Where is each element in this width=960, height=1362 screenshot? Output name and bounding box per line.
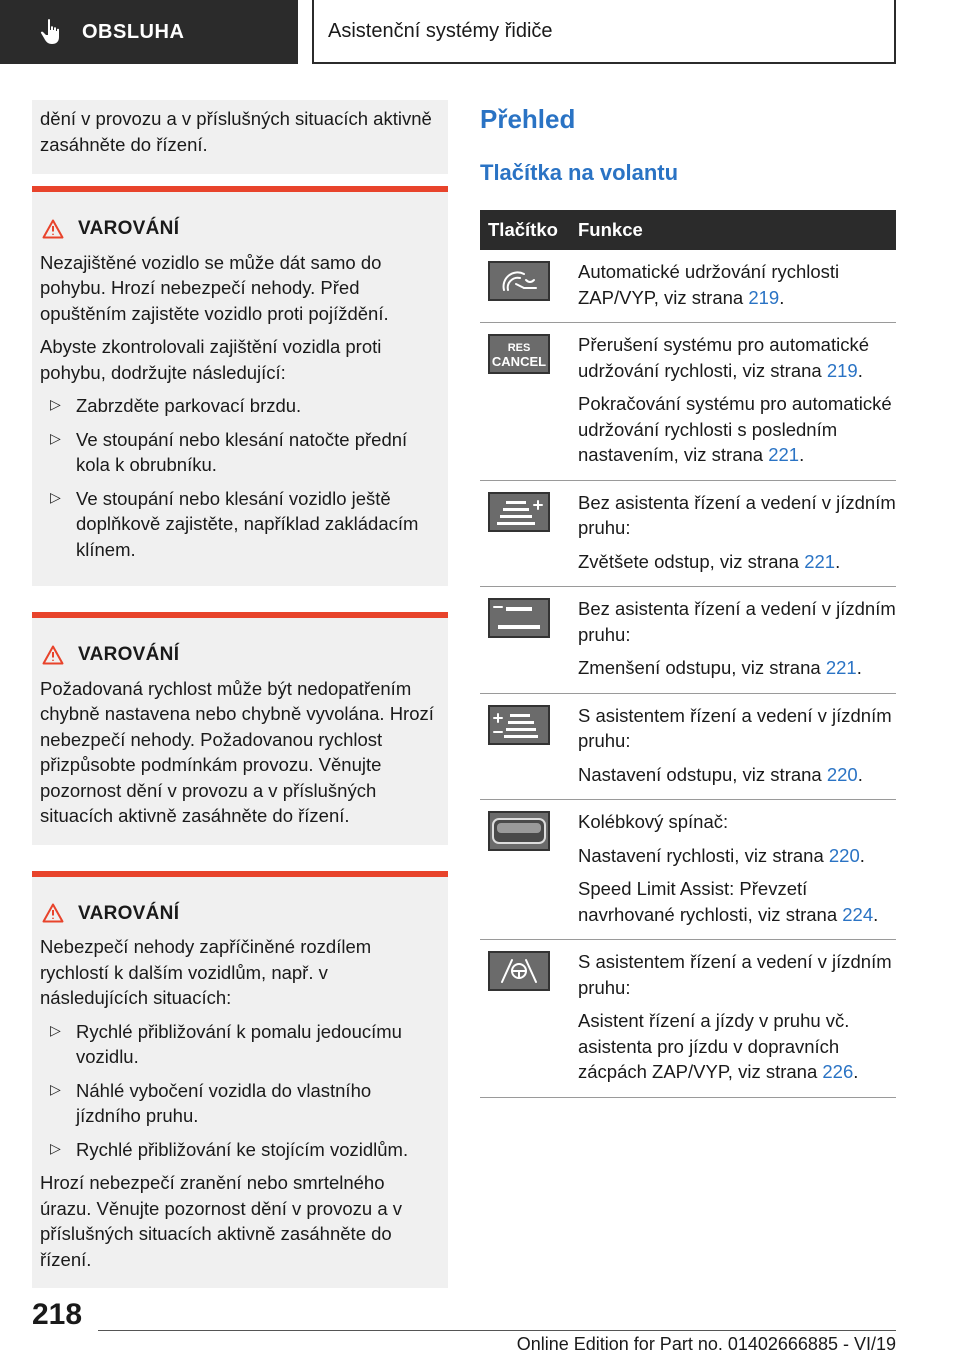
button-cell [480, 332, 578, 468]
page-link[interactable]: 220 [826, 763, 858, 785]
column-header-button: Tlačítko [488, 219, 558, 240]
warning-box [32, 871, 448, 1289]
function-text: Automatické udržování rychlosti ZAP/VYP, viz strana 219. [578, 261, 840, 308]
function-cell [578, 490, 896, 575]
button-cell [480, 259, 578, 310]
page-link[interactable]: 221 [825, 657, 857, 678]
table-row [480, 940, 896, 1098]
table-row [480, 800, 896, 940]
warning-text: Hrozí nebezpečí zranění nebo smrtelného úrazu. Věnujte pozornost dění v provozu a v příslušných situacích aktivně zasáhněte do řízení. [40, 1172, 402, 1270]
function-text: Přerušení systému pro automatické udržování rychlosti, viz strana 219. [578, 334, 869, 381]
footer-divider [98, 1330, 896, 1331]
warning-heading [40, 216, 440, 242]
list-item: ▷ Náhlé vybočení vozidla do vlastního jízdního pruhu. [40, 1078, 440, 1129]
list-item: ▷ Ve stoupání nebo klesání vozidlo ještě doplňkově zajistěte, například zakládacím klínem. [40, 486, 440, 563]
spacer [32, 845, 448, 871]
table-header [480, 210, 896, 250]
warning-text: Abyste zkontrolovali zajištění vozidla proti pohybu, dodržujte následující: [40, 336, 382, 383]
function-text: Bez asistenta řízení a vedení v jízdním pruhu: [578, 598, 896, 645]
warning-text: Požadovaná rychlost může být nedopatřením chybně nastavena nebo chybně vyvolána. Hrozí nebezpečí nehody. Požadovanou rychlost přizpůsobte podmínkám provozu. Věnujte pozornost dění v provozu a v příslušných situacích aktivně zasáhněte do řízení. [40, 677, 434, 826]
intro-box [32, 100, 448, 174]
res-cancel-icon [488, 334, 550, 374]
function-cell [578, 703, 896, 788]
res-cancel-icon-graphic [490, 337, 548, 371]
svg-text:RES: RES [507, 342, 531, 354]
list-item: ▷ Rychlé přibližování k pomalu jedoucímu vozidlu. [40, 1019, 440, 1070]
function-cell [578, 332, 896, 468]
warning-heading [40, 642, 440, 668]
page-link[interactable]: 220 [828, 844, 860, 866]
function-text: Kolébkový spínač: [578, 811, 729, 832]
page-title: Přehled [480, 104, 576, 134]
page-number: 218 [32, 1298, 83, 1331]
warning-triangle-icon [42, 219, 64, 239]
function-text: Speed Limit Assist: Převzetí navrhované rychlosti, viz strana 224. [578, 878, 879, 925]
page-link[interactable]: 219 [748, 286, 780, 308]
warning-triangle-icon [42, 903, 64, 923]
warning-text: Nezajištěné vozidlo se může dát samo do pohybu. Hrozí nebezpečí nehody. Před opuštěním zajistěte vozidlo proti pojíždění. [40, 251, 389, 324]
warning-triangle-icon [42, 645, 64, 665]
page-link[interactable]: 221 [804, 550, 836, 572]
function-cell [578, 949, 896, 1085]
warning-title: VAROVÁNÍ [78, 644, 180, 665]
section-subtitle: Tlačítka na volantu [480, 160, 679, 185]
steering-assist-icon-graphic [492, 956, 546, 986]
distance-plus-icon [488, 492, 550, 532]
spacer [32, 586, 448, 612]
table-row [480, 481, 896, 588]
function-text: Zmenšení odstupu, viz strana 221. [578, 657, 862, 678]
function-text: Zvětšete odstup, viz strana 221. [578, 550, 841, 572]
function-cell [578, 259, 896, 310]
left-column [32, 100, 448, 1288]
button-cell [480, 703, 578, 788]
intro-text: dění v provozu a v příslušných situacích aktivně zasáhněte do řízení. [40, 108, 432, 155]
function-text: Asistent řízení a jízdy v pruhu vč. asistenta pro jízdu v dopravních zácpách ZAP/VYP, viz strana 226. [578, 1010, 859, 1082]
section-label: OBSLUHA [82, 20, 185, 43]
function-text: Nastavení rychlosti, viz strana 220. [578, 844, 865, 866]
function-cell [578, 809, 896, 927]
page-link[interactable]: 219 [826, 359, 858, 381]
page-link[interactable]: 226 [822, 1061, 854, 1082]
warning-title: VAROVÁNÍ [78, 902, 180, 924]
hand-pointer-icon [40, 18, 64, 46]
table-row [480, 587, 896, 694]
warning-heading [40, 901, 440, 927]
cruise-control-icon [488, 261, 550, 301]
svg-text:CANCEL: CANCEL [491, 354, 547, 369]
warning-text: Nebezpečí nehody zapříčiněné rozdílem rychlostí k dalším vozidlům, např. v následujících situacích: [40, 936, 372, 1008]
table-row [480, 323, 896, 481]
table-row [480, 694, 896, 801]
column-header-function: Funkce [578, 219, 643, 240]
warning-box [32, 186, 448, 586]
steering-assist-icon [488, 951, 550, 991]
distance-minus-icon-graphic [492, 603, 546, 633]
warning-list [40, 393, 440, 562]
page-link[interactable]: 221 [768, 444, 800, 465]
button-cell [480, 809, 578, 927]
header-section-tab [0, 0, 298, 64]
table-row [480, 250, 896, 323]
distance-minus-icon [488, 598, 550, 638]
distance-plus-icon-graphic [492, 497, 546, 527]
chapter-title: Asistenční systémy řidiče [312, 0, 896, 64]
warnings-container [32, 186, 448, 1288]
rocker-switch-icon-graphic [490, 814, 548, 848]
function-text: S asistentem řízení a vedení v jízdním pruhu: [578, 951, 892, 998]
button-cell [480, 490, 578, 575]
table-body [480, 250, 896, 1098]
cruise-control-icon-graphic [494, 266, 544, 296]
function-text: S asistentem řízení a vedení v jízdním pruhu: [578, 704, 892, 751]
warning-title: VAROVÁNÍ [78, 218, 180, 239]
distance-plus-minus-icon [488, 705, 550, 745]
right-column [480, 100, 896, 1098]
button-cell [480, 949, 578, 1085]
function-cell [578, 596, 896, 681]
warning-box [32, 612, 448, 845]
rocker-switch-icon [488, 811, 550, 851]
warning-list [40, 1019, 440, 1163]
list-item: ▷ Zabrzděte parkovací brzdu. [40, 393, 440, 419]
list-item: ▷ Rychlé přibližování ke stojícím vozidlům. [40, 1137, 440, 1163]
list-item: ▷ Ve stoupání nebo klesání natočte přední kola k obrubníku. [40, 427, 440, 478]
page-link[interactable]: 224 [842, 903, 874, 925]
function-text: Nastavení odstupu, viz strana 220. [578, 763, 863, 785]
button-cell [480, 596, 578, 681]
distance-plus-minus-icon-graphic [492, 710, 546, 740]
edition-note: Online Edition for Part no. 01402666885 - VI/19 [516, 1334, 896, 1354]
function-text: Pokračování systému pro automatické udržování rychlosti s posledním nastavením, viz strana 221. [578, 393, 892, 465]
function-text: Bez asistenta řízení a vedení v jízdním pruhu: [578, 491, 896, 538]
